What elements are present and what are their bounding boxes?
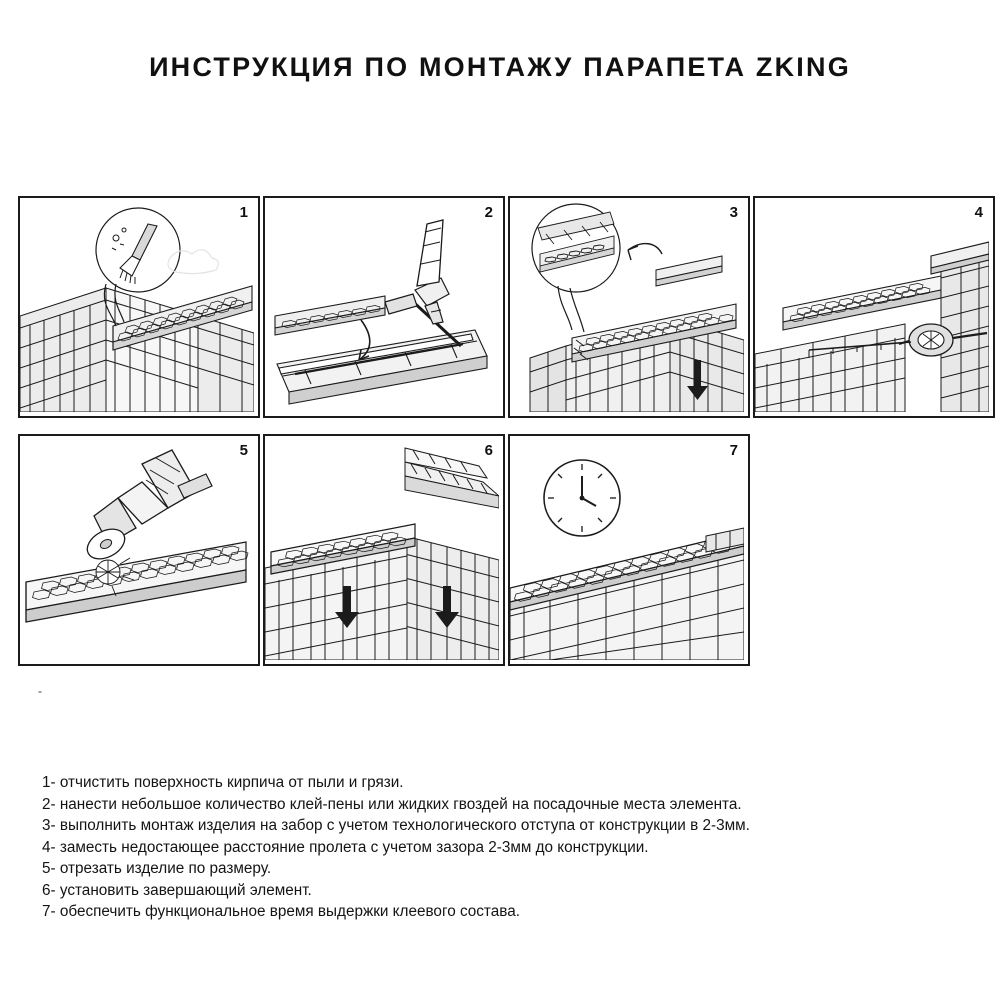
stray-mark: -: [38, 684, 42, 698]
curved-arrow-icon: [628, 244, 662, 260]
panel-cut-to-size: [18, 434, 260, 666]
legend-item-2: 2- нанести небольшое количество клей-пены или жидких гвоздей на посадочные места элемента.: [42, 795, 742, 813]
legend-list: [42, 772, 972, 923]
legend-item-1: 1- отчистить поверхность кирпича от пыли и грязи.: [42, 774, 404, 791]
panel-apply-glue-foam: [263, 196, 505, 418]
panel-clean-surface: [18, 196, 260, 418]
foam-gun-icon: [385, 220, 461, 346]
legend-item-3: 3- выполнить монтаж изделия на забор с учетом технологического отступа от конструкции в 2-3мм.: [42, 817, 750, 834]
panel-install-finishing-element: [263, 434, 505, 666]
panel-measure-span: [753, 196, 995, 418]
legend-item-7: 7- обеспечить функциональное время выдержки клеевого состава.: [42, 903, 520, 920]
panel-number: 4: [974, 204, 983, 221]
legend-item-4: 4- заместь недостающее расстояние пролета с учетом зазора 2-3мм до конструкции.: [42, 838, 649, 856]
panel-number: 2: [484, 204, 493, 221]
panel-mount-on-fence: [508, 196, 750, 418]
page-title: ИНСТРУКЦИЯ ПО МОНТАЖУ ПАРАПЕТА ZKING: [149, 52, 851, 82]
panel-number: 6: [484, 442, 493, 459]
panel-number: 1: [239, 204, 248, 221]
panel-number: 7: [729, 442, 738, 459]
angle-grinder-icon: [82, 450, 212, 565]
panel-number: 3: [729, 204, 738, 221]
panel-curing-time: [508, 434, 750, 666]
legend-item-5: 5- отрезать изделие по размеру.: [42, 860, 272, 877]
panel-number: 5: [239, 442, 248, 459]
clock-icon: [544, 460, 620, 536]
legend-item-6: 6- установить завершающий элемент.: [42, 881, 312, 899]
